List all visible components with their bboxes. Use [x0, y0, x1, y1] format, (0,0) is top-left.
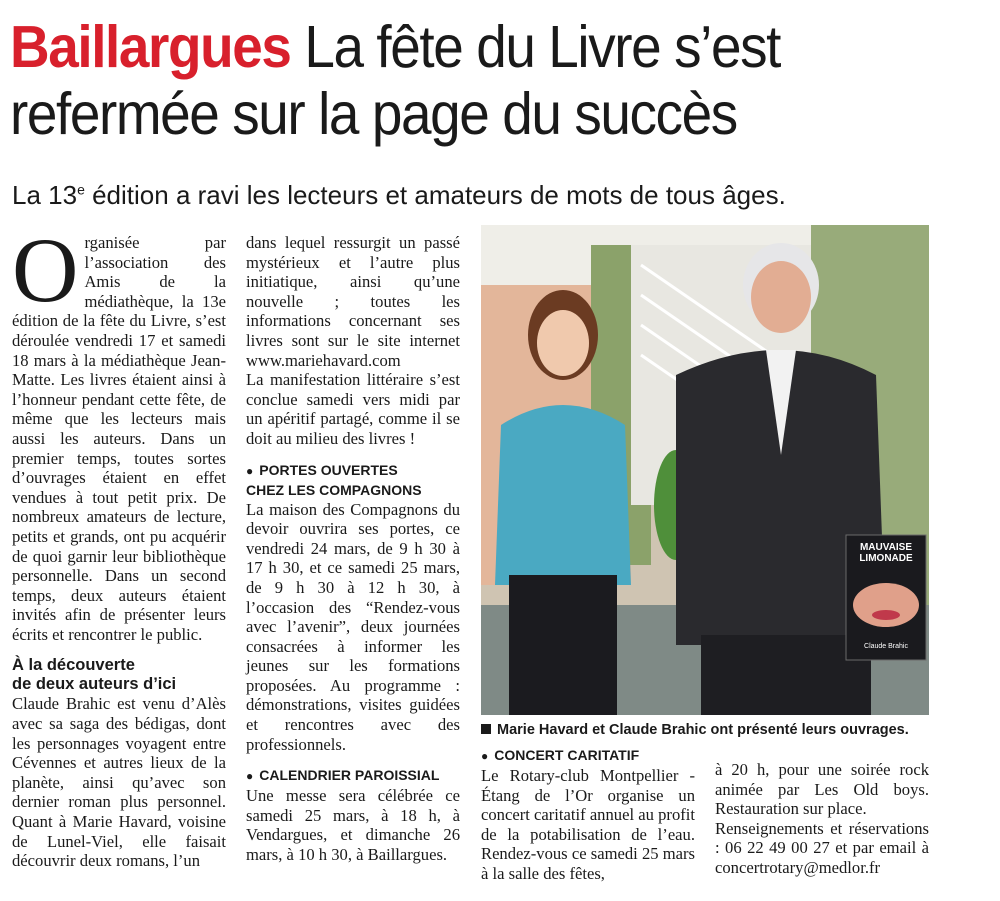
- col3-paragraph-1: Le Rotary-club Montpellier - Étang de l’Or organise un concert caritatif annuel au profit de la potabilisation de l’eau. Rendez-vous ce samedi 25 mars à la salle des fêtes,: [481, 766, 695, 883]
- rubric1-line1: PORTES OUVERTES: [259, 461, 398, 478]
- article-column-2: [246, 233, 460, 865]
- headline-title-line2: refermée sur la page du succès: [10, 81, 737, 147]
- book-cover-title: [848, 542, 924, 564]
- rubric-calendrier: [246, 766, 460, 786]
- dropcap-letter: O: [12, 219, 79, 321]
- rubric-portes-ouvertes: [246, 461, 460, 500]
- col4-paragraph-1: à 20 h, pour une soirée rock animée par Les Old boys. Restauration sur place.: [715, 760, 929, 819]
- col2-paragraph-2: La manifestation littéraire s’est conclue samedi vers midi par un apéritif partagé, comme il se doit au milieu des livres !: [246, 370, 460, 448]
- article-column-1: [12, 219, 226, 871]
- subtitle-line-2: de deux auteurs d’ici: [12, 675, 177, 694]
- rubric1-line2: CHEZ LES COMPAGNONS: [246, 481, 422, 498]
- col2-paragraph-1: dans lequel ressurgit un passé mystérieux et l’autre plus initiatique, ainsi qu’une nouvelle ; toutes les informations concernant ses livres sont sur le site internet www.mariehavard.com: [246, 233, 460, 370]
- book-title-line1: MAUVAISE: [859, 542, 913, 553]
- bullet-dot-icon: ●: [246, 769, 254, 784]
- subheadline: [12, 180, 786, 211]
- headline: [10, 14, 926, 148]
- article-photo: [481, 225, 929, 715]
- subhead-before: La 13: [12, 180, 78, 210]
- caption-square-icon: [481, 724, 491, 734]
- headline-location: Baillargues: [10, 14, 291, 80]
- subtitle-line-1: À la découverte: [12, 656, 135, 675]
- col2-paragraph-3: La maison des Compagnons du devoir ouvrira ses portes, ce vendredi 24 mars, de 9 h 30 à 17 h 30, et ce samedi 25 mars, de 9 h 30 à 12 h 30, à l’occasion des “Rendez-vous avec l’avenir”, deux journées consacrées à informer les jeunes sur les formations proposées. Au programme : démonstrations, visites guidées et rencontres avec des professionnels.: [246, 499, 460, 754]
- article-column-4: [715, 760, 929, 878]
- col1-paragraph-1: rganisée par l’association des Amis de la médiathèque, la 13e édition de la fête du Livre, s’est déroulée vendredi 17 et samedi 18 mars à la médiathèque Jean-Matte. Les livres étaient ainsi à l’honneur pendant cette fête, de même que les lecteurs mais aussi les auteurs. Dans un premier temps, toutes sortes d’ouvrages étaient en effet vendues à tout petit prix. De nombreux amateurs de lecture, petits et grands, ont pu acquérir de quoi garnir leur bibliothèque personnelle. Dans un second temps, deux auteurs étaient invités afin de présenter leurs écrits et rencontrer le public.: [12, 233, 226, 644]
- col4-paragraph-2: Renseignements et réservations : 06 22 49 00 27 et par email à concertrotary@medlor.fr: [715, 818, 929, 877]
- rubric3-label: CONCERT CARITATIF: [494, 747, 640, 763]
- headline-title-line1: La fête du Livre s’est: [304, 14, 780, 80]
- bullet-dot-icon: ●: [481, 749, 489, 763]
- article-column-3: [481, 746, 695, 884]
- subhead-after: édition a ravi les lecteurs et amateurs de mots de tous âges.: [84, 180, 786, 210]
- bullet-dot-icon: ●: [246, 463, 254, 478]
- subhead-sup: e: [77, 181, 85, 198]
- caption-text: Marie Havard et Claude Brahic ont présenté leurs ouvrages.: [497, 722, 909, 738]
- rubric-concert: [481, 746, 695, 766]
- col1-paragraph-2: Claude Brahic est venu d’Alès avec sa saga des bédigas, dont les personnages voyagent entre Cévennes et autres lieux de la planète, ainsi qu’avec son dernier roman plus personnel. Quant à Marie Havard, voisine de Lunel-Viel, elle faisait découvrir deux romans, l’un: [12, 694, 226, 871]
- section-subtitle: [12, 656, 226, 694]
- col2-paragraph-4: Une messe sera célébrée ce samedi 25 mars, à 18 h, à Vendargues, et dimanche 26 mars, à 10 h 30, à Baillargues.: [246, 786, 460, 865]
- rubric2-label: CALENDRIER PAROISSIAL: [259, 767, 440, 784]
- book-cover-author: Claude Brahic: [864, 643, 908, 650]
- book-title-line2: LIMONADE: [859, 553, 913, 564]
- photo-caption: [481, 722, 941, 738]
